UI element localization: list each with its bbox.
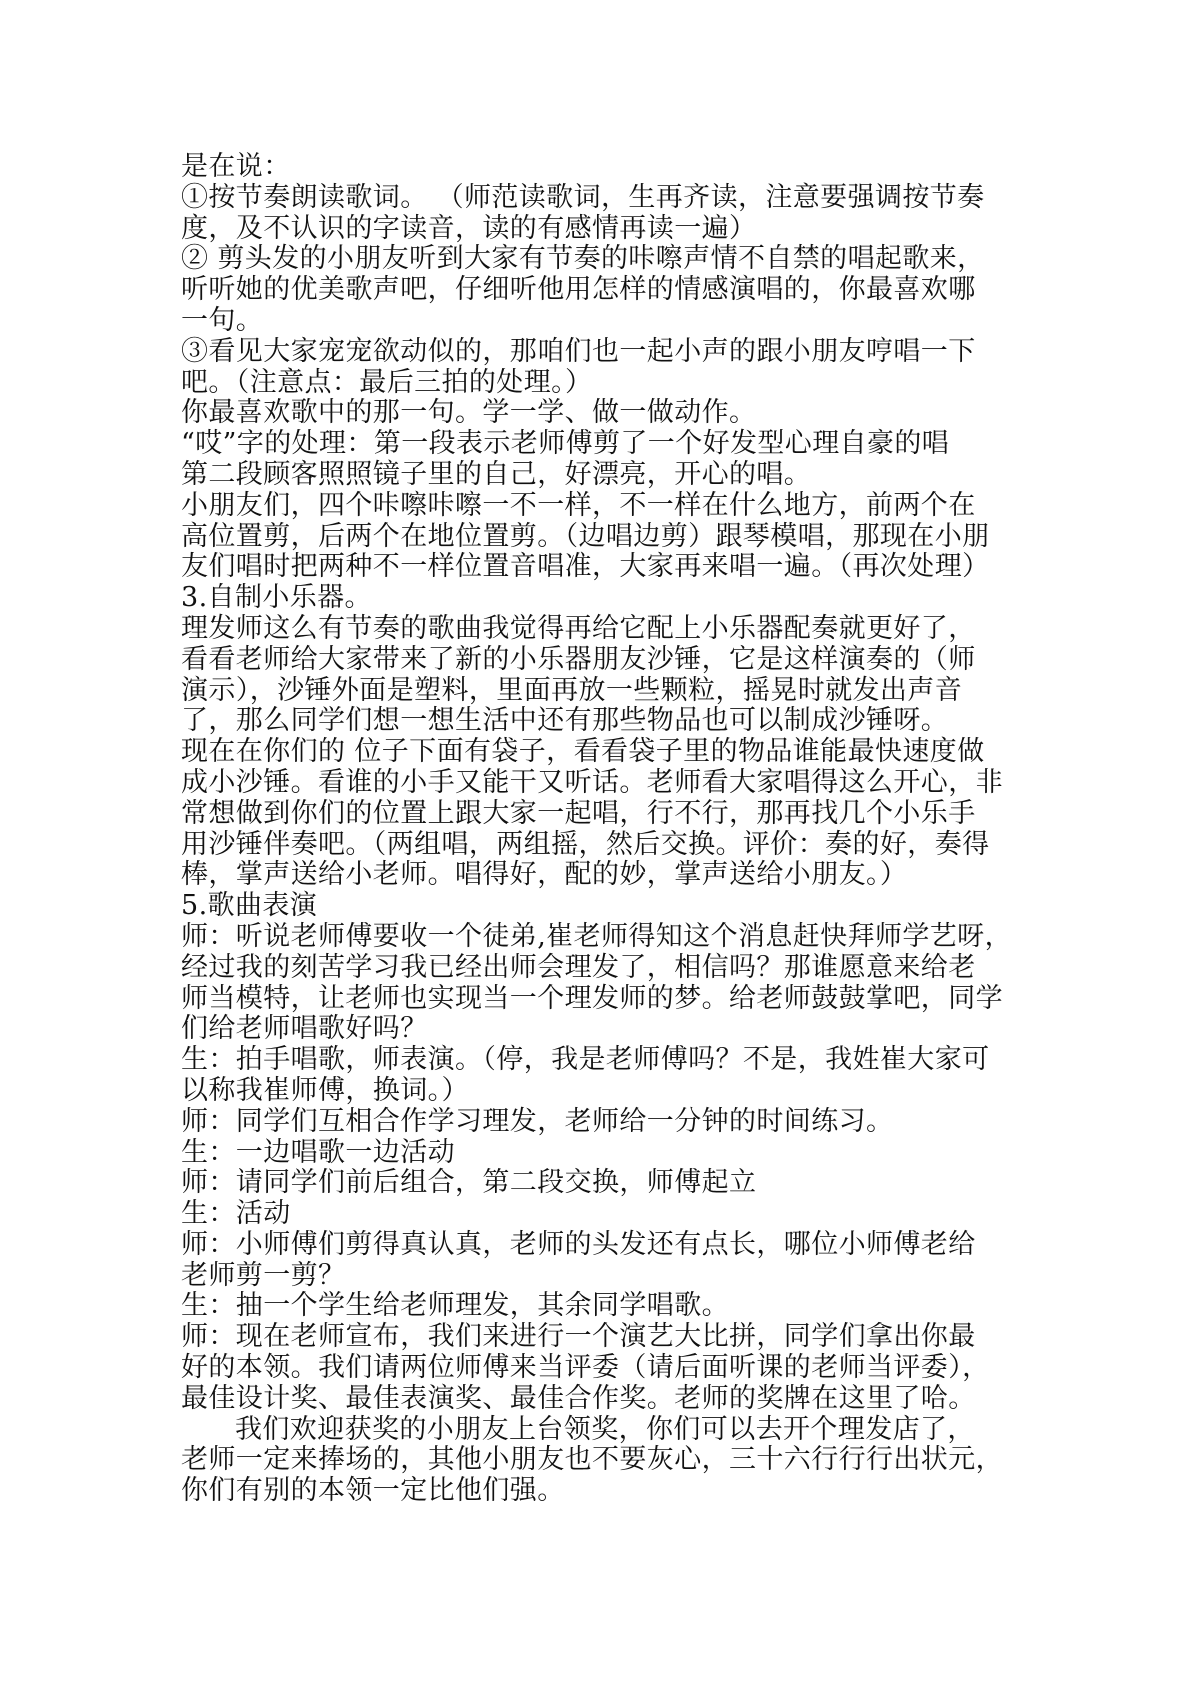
text-line: 们给老师唱歌好吗？ [181,1013,428,1045]
text-line: 常想做到你们的位置上跟大家一起唱，行不行，那再找几个小乐手 [181,797,976,829]
text-line: 师：小师傅们剪得真认真，老师的头发还有点长，哪位小师傅老给 [181,1228,976,1260]
text-line: 最佳设计奖、最佳表演奖、最佳合作奖。老师的奖牌在这里了哈。 [181,1382,976,1414]
text-line: 是在说： [181,151,291,182]
text-line: 高位置剪，后两个在地位置剪。（边唱边剪）跟琴模唱，那现在小朋 [181,520,990,552]
text-line: 第二段顾客照照镜子里的自己，好漂亮，开心的唱。 [181,458,812,490]
text-line: 看看老师给大家带来了新的小乐器朋友沙锤，它是这样演奏的（师 [181,643,976,675]
text-line: 一句。 [181,304,264,336]
text-line: 我们欢迎获奖的小朋友上台领奖，你们可以去开个理发店了， [235,1413,975,1445]
text-line: 友们唱时把两种不一样位置音唱准，大家再来唱一遍。（再次处理） [181,551,990,583]
section-heading: 3.自制小乐器。 [181,582,372,614]
text-line: ② 剪头发的小朋友听到大家有节奏的咔嚓声情不自禁的唱起歌来， [181,243,985,275]
document-body [181,152,1041,1507]
text-line: 经过我的刻苦学习我已经出师会理发了，相信吗？那谁愿意来给老 [181,951,976,983]
text-line: 师当模特，让老师也实现当一个理发师的梦。给老师鼓鼓掌吧，同学 [181,982,1003,1014]
text-line: 理发师这么有节奏的歌曲我觉得再给它配上小乐器配奏就更好了， [181,612,976,644]
text-line: 了，那么同学们想一想生活中还有那些物品也可以制成沙锤呀。 [181,705,949,737]
section-heading: 5.歌曲表演 [181,890,318,922]
text-line: 你最喜欢歌中的那一句。学一学、做一做动作。 [181,397,757,429]
text-line: 师：听说老师傅要收一个徒弟,崔老师得知这个消息赶快拜师学艺呀， [181,920,1012,952]
text-line: 小朋友们，四个咔嚓咔嚓一不一样，不一样在什么地方，前两个在 [181,489,976,521]
text-line: 生：一边唱歌一边活动 [181,1136,455,1168]
text-line: 成小沙锤。看谁的小手又能干又听话。老师看大家唱得这么开心，非 [181,766,1003,798]
text-line: 生：抽一个学生给老师理发，其余同学唱歌。 [181,1290,729,1322]
text-line: 你们有别的本领一定比他们强。 [181,1475,565,1507]
text-line: 师：请同学们前后组合，第二段交换，师傅起立 [181,1167,757,1199]
text-line: 演示），沙锤外面是塑料，里面再放一些颗粒，摇晃时就发出声音 [181,674,963,706]
text-line: 吧。（注意点：最后三拍的处理。） [181,366,593,398]
text-line: 以称我崔师傅，换词。） [181,1074,469,1106]
text-line: 师：同学们互相合作学习理发，老师给一分钟的时间练习。 [181,1105,894,1137]
text-line: 老师剪一剪？ [181,1259,346,1291]
text-line: 师：现在老师宣布，我们来进行一个演艺大比拼，同学们拿出你最 [181,1321,976,1353]
text-line: 好的本领。我们请两位师傅来当评委（请后面听课的老师当评委）， [181,1352,990,1384]
text-line: 老师一定来捧场的，其他小朋友也不要灰心，三十六行行行出状元， [181,1444,1003,1476]
text-line: 度，及不认识的字读音，读的有感情再读一遍） [181,212,757,244]
text-line: ③看见大家宠宠欲动似的，那咱们也一起小声的跟小朋友哼唱一下 [181,335,976,367]
text-line: 用沙锤伴奏吧。（两组唱，两组摇，然后交换。评价：奏的好，奏得 [181,828,990,860]
text-line: 生：拍手唱歌，师表演。（停，我是老师傅吗？不是，我姓崔大家可 [181,1044,990,1076]
text-line: ①按节奏朗读歌词。 （师范读歌词，生再齐读，注意要强调按节奏 [181,181,985,213]
text-line: 听听她的优美歌声吧，仔细听他用怎样的情感演唱的，你最喜欢哪 [181,274,976,306]
text-line: 现在在你们的 位子下面有袋子，看看袋子里的物品谁能最快速度做 [181,736,985,768]
text-line: 生：活动 [181,1198,291,1230]
text-line: 棒，掌声送给小老师。唱得好，配的妙，掌声送给小朋友。） [181,859,908,891]
text-line: “哎”字的处理：第一段表示老师傅剪了一个好发型心理自豪的唱 [181,428,950,460]
